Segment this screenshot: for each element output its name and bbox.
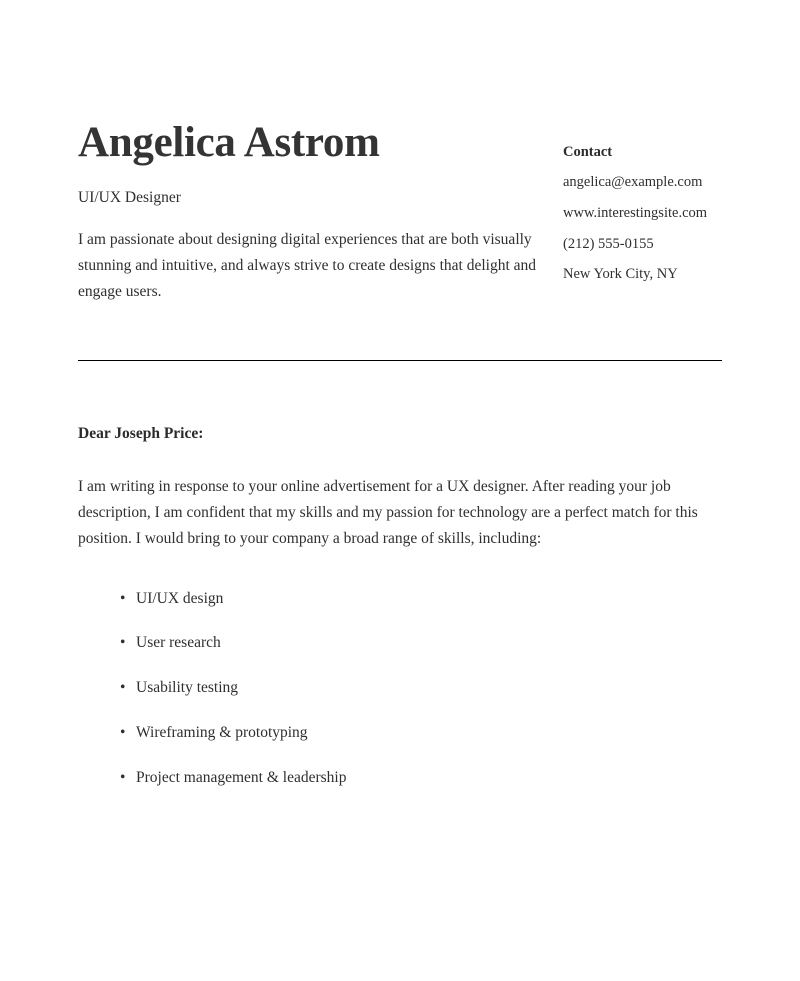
letter-paragraph: I am writing in response to your online advertisement for a UX designer. After reading your job description, I am confident that my skills and my passion for technology are a perfect match for this position. I would bring to your company a broad range of skills, including: (78, 478, 698, 547)
bullet-icon: • (120, 589, 126, 607)
header-divider-rule (78, 360, 722, 361)
list-item (120, 722, 722, 744)
contact-email: angelica@example.com (563, 173, 703, 190)
letterhead (78, 0, 722, 304)
skill-label: UI/UX design (136, 589, 224, 607)
list-item (120, 632, 722, 654)
bullet-icon: • (120, 723, 126, 741)
contact-block (545, 120, 722, 296)
contact-list (563, 173, 722, 284)
skill-label: User research (136, 634, 221, 652)
list-item (120, 677, 722, 699)
list-item (120, 767, 722, 789)
applicant-name: Angelica Astrom (78, 119, 380, 166)
letterhead-primary (78, 120, 545, 304)
contact-location: New York City, NY (563, 266, 678, 283)
letter-body-section (78, 369, 722, 788)
skills-list (78, 588, 722, 788)
contact-phone: (212) 555-0155 (563, 235, 654, 252)
bullet-icon: • (120, 768, 126, 786)
applicant-summary: I am passionate about designing digital experiences that are both visually stunning and intuitive, and always strive to create designs that delight and engage users. (78, 230, 537, 300)
skill-label: Project management & leadership (136, 768, 347, 786)
bullet-icon: • (120, 634, 126, 652)
list-item (120, 588, 722, 610)
skill-label: Wireframing & prototyping (136, 723, 308, 741)
skill-label: Usability testing (136, 679, 239, 697)
applicant-job-title: UI/UX Designer (78, 189, 181, 207)
contact-heading: Contact (563, 144, 613, 160)
bullet-icon: • (120, 679, 126, 697)
letter-salutation: Dear Joseph Price: (78, 425, 204, 443)
contact-website: www.interestingsite.com (563, 204, 708, 221)
